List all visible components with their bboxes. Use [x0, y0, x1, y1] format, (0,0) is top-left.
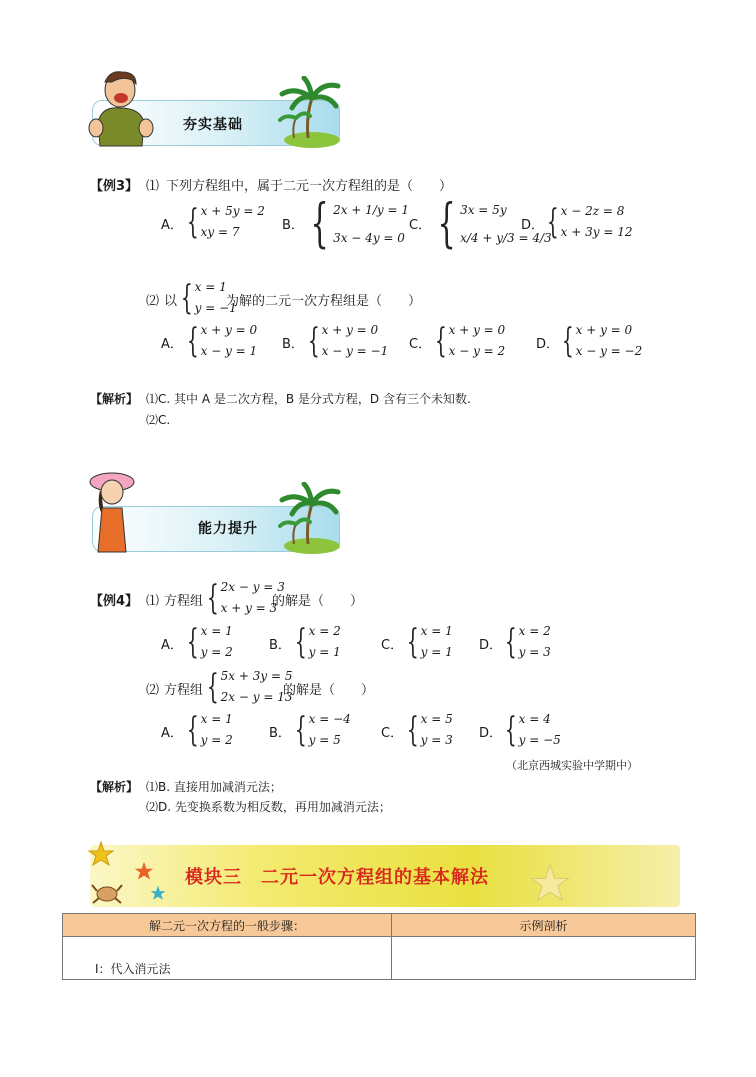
equation: x = 5: [420, 712, 453, 726]
source-note: （北京西城实验中学期中）: [506, 759, 638, 772]
starfish-icon: [150, 885, 166, 901]
section-title: 夯实基础: [183, 117, 243, 133]
equation: x + y = 0: [321, 323, 379, 337]
equation-system: [542, 201, 632, 243]
section-banner-advanced: [88, 468, 342, 554]
brace-icon: {: [561, 321, 574, 361]
brace-icon: {: [180, 278, 193, 318]
brace-icon: {: [206, 667, 219, 707]
equation-system: [182, 621, 233, 663]
solution-line: ⑴C. 其中 A 是二次方程，B 是分式方程，D 含有三个未知数.: [146, 392, 471, 406]
brace-icon: {: [406, 622, 419, 662]
option-letter: B．: [282, 218, 304, 233]
option-letter: A．: [161, 337, 183, 352]
equation: x + 5y = 2: [200, 204, 265, 218]
table-row: [63, 937, 696, 980]
option-letter: D．: [536, 337, 560, 352]
question-stem-pre: 方程组: [164, 683, 204, 698]
equation: y = 1: [420, 645, 453, 659]
equation: y = 2: [200, 645, 233, 659]
section-banner-basics: [88, 70, 342, 150]
example-tag: 【例4】: [90, 594, 139, 609]
brace-icon: {: [186, 202, 199, 242]
equation: x + 3y = 12: [560, 225, 633, 239]
equation: y = −1: [194, 301, 237, 315]
option-letter: C．: [409, 337, 432, 352]
option-letter: A．: [161, 638, 183, 653]
module-title: 模块三 二元一次方程组的基本解法: [185, 867, 489, 888]
palm-tree-icon: [278, 482, 342, 554]
brace-icon: {: [434, 321, 447, 361]
question-stem: 下列方程组中，属于二元一次方程组的是（ ）: [166, 179, 453, 194]
option-letter: A．: [161, 726, 183, 741]
cartoon-boy-icon: [88, 70, 158, 150]
module-header: [90, 845, 680, 907]
question-stem-pre: 方程组: [164, 594, 204, 609]
question-number: ⑵: [146, 683, 160, 698]
equation-system: [290, 709, 351, 751]
equation: y = 5: [308, 733, 341, 747]
table-cell: [392, 937, 696, 980]
equation-system: [303, 320, 388, 362]
option-letter: D．: [479, 726, 503, 741]
solution-tag: 【解析】: [90, 392, 139, 406]
equation: x = 4: [518, 712, 551, 726]
brace-icon: {: [504, 622, 517, 662]
equation-system: [557, 320, 642, 362]
option-letter: B．: [269, 726, 291, 741]
brace-icon: {: [294, 710, 307, 750]
table-header-cell: 示例剖析: [392, 914, 696, 937]
equation: x = 2: [308, 624, 341, 638]
option-letter: D．: [521, 218, 545, 233]
equation: y = −5: [518, 733, 561, 747]
brace-icon: {: [504, 710, 517, 750]
brace-icon: {: [546, 202, 559, 242]
brace-icon: {: [310, 194, 329, 254]
crab-icon: [90, 879, 124, 905]
palm-tree-icon: [278, 76, 342, 148]
option-letter: D．: [479, 638, 503, 653]
equation: x − y = 2: [448, 344, 506, 358]
equation: 3x − 4y = 0: [333, 231, 405, 245]
starfish-icon: [530, 863, 570, 903]
equation: x − 2z = 8: [560, 204, 625, 218]
brace-icon: {: [186, 710, 199, 750]
equation: x − y = −2: [575, 344, 643, 358]
question-number: ⑵: [146, 294, 160, 309]
example-tag: 【例3】: [90, 179, 139, 194]
equation: x = 2: [518, 624, 551, 638]
option-letter: B．: [269, 638, 291, 653]
solution-line: ⑵D. 先变换系数为相反数，再用加减消元法；: [146, 800, 391, 814]
equation: x = 1: [194, 280, 227, 294]
brace-icon: {: [307, 321, 320, 361]
starfish-icon: [134, 861, 154, 881]
option-letter: B．: [282, 337, 304, 352]
question-stem-pre: 以: [164, 294, 178, 309]
equation: xy = 7: [200, 225, 240, 239]
table-cell: Ⅰ：代入消元法: [63, 937, 392, 980]
equation: 3x = 5y: [460, 203, 507, 217]
question-stem-post: 的解是（ ）: [283, 683, 375, 698]
equation-system: [402, 709, 453, 751]
option-letter: C．: [381, 638, 404, 653]
equation: x + y = 0: [200, 323, 258, 337]
equation: x = 1: [200, 712, 233, 726]
equation-system: [182, 709, 233, 751]
equation: x + y = 3: [220, 601, 278, 615]
equation-system: [500, 709, 561, 751]
equation: x = 1: [200, 624, 233, 638]
brace-icon: {: [206, 578, 219, 618]
brace-icon: {: [437, 194, 456, 254]
equation: y = 3: [518, 645, 551, 659]
equation: 2x + 1/y = 1: [333, 203, 409, 217]
brace-icon: {: [406, 710, 419, 750]
cartoon-girl-icon: [88, 468, 136, 554]
solution-line: ⑴B. 直接用加减消元法；: [146, 780, 282, 794]
equation: x − y = 1: [200, 344, 258, 358]
equation: 2x − y = 13: [220, 690, 293, 704]
brace-icon: {: [186, 622, 199, 662]
equation-system: [430, 320, 505, 362]
equation: y = 1: [308, 645, 341, 659]
table-header-row: [63, 914, 696, 937]
equation-system: [182, 201, 265, 243]
option-letter: A．: [161, 218, 183, 233]
equation: x = −4: [308, 712, 351, 726]
equation-system: [182, 320, 257, 362]
question-stem-post: 为解的二元一次方程组是（ ）: [226, 294, 422, 309]
solution-tag: 【解析】: [90, 780, 139, 794]
question-stem-post: 的解是（ ）: [272, 594, 364, 609]
equation-system: [303, 196, 409, 252]
solution-line: ⑵C.: [146, 413, 171, 427]
question-number: ⑴: [146, 594, 160, 609]
steps-table: [62, 913, 696, 980]
equation: x − y = −1: [321, 344, 389, 358]
starfish-icon: [88, 841, 114, 867]
equation: x = 1: [420, 624, 453, 638]
equation-system: [500, 621, 551, 663]
equation: 2x − y = 3: [220, 580, 285, 594]
equation: x + y = 0: [575, 323, 633, 337]
option-letter: C．: [381, 726, 404, 741]
condition-system: [202, 666, 292, 708]
equation: x + y = 0: [448, 323, 506, 337]
equation: 5x + 3y = 5: [220, 669, 293, 683]
table-header-cell: 解二元一次方程的一般步骤：: [63, 914, 392, 937]
equation-system: [290, 621, 341, 663]
question-number: ⑴: [146, 179, 160, 194]
equation: x/4 + y/3 = 4/3: [460, 231, 552, 245]
brace-icon: {: [186, 321, 199, 361]
equation: y = 2: [200, 733, 233, 747]
equation: y = 3: [420, 733, 453, 747]
section-title: 能力提升: [198, 521, 258, 537]
equation-system: [402, 621, 453, 663]
brace-icon: {: [294, 622, 307, 662]
option-letter: C．: [409, 218, 432, 233]
